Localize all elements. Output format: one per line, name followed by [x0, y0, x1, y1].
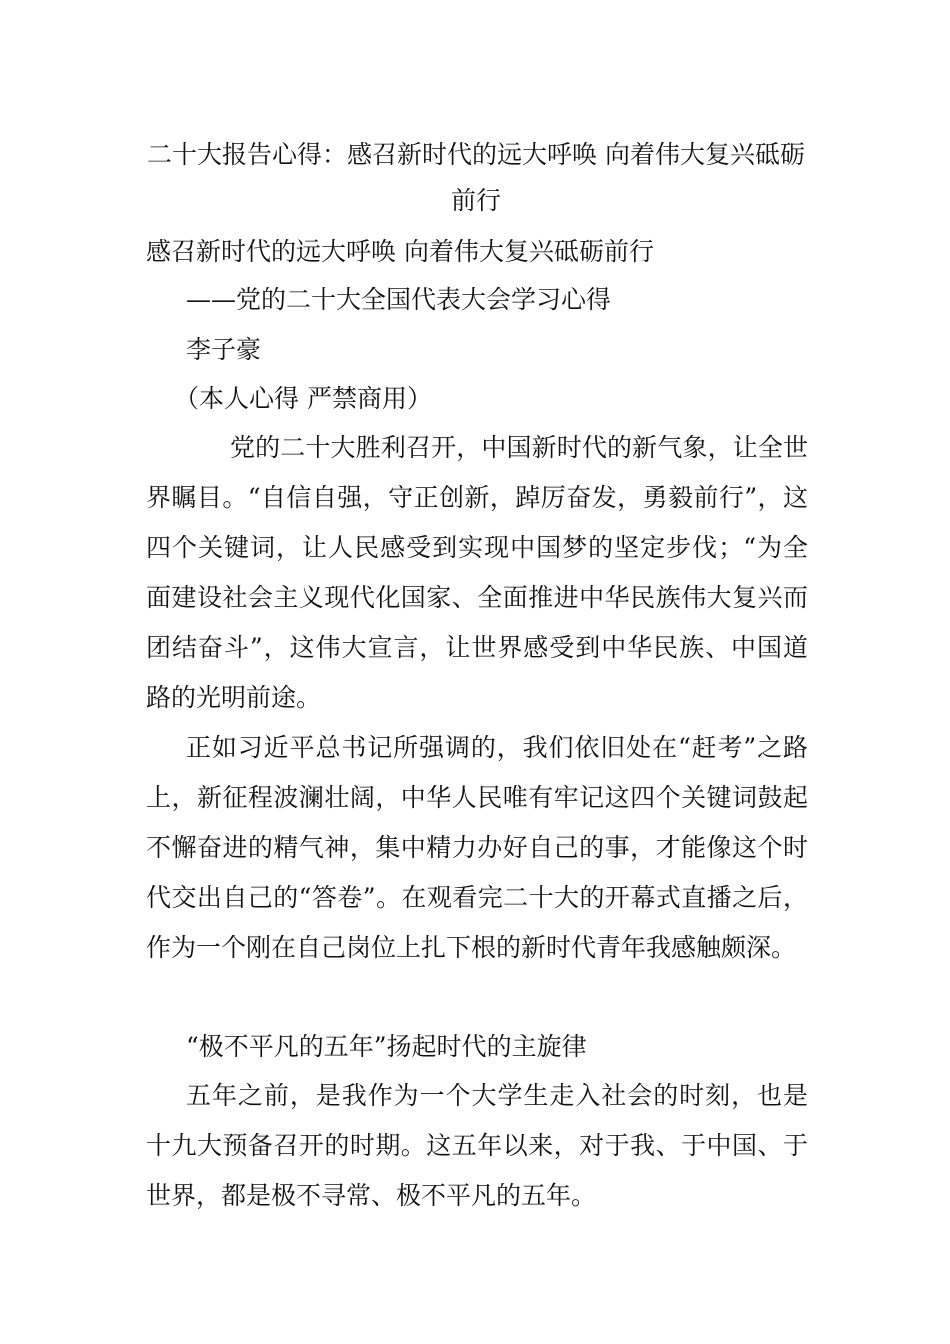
section-heading: “极不平凡的五年”扬起时代的主旋律 [186, 1032, 587, 1061]
paragraph-1: 党的二十大胜利召开，中国新时代的新气象，让全世界瞩目。“自信自强，守正创新，踔厉奋发，勇毅前行”，这四个关键词，让人民感受到实现中国梦的坚定步伐；“为全面建设社会主义现代化国家、全面推进中华民族伟大复兴而团结奋斗”，这伟大宣言，让世界感受到中华民族、中国道路的光明前途。 [146, 433, 808, 712]
document-title: 二十大报告心得：感召新时代的远大呼唤 向着伟大复兴砥砺前行 [147, 140, 805, 215]
document-subtitle: ——党的二十大全国代表大会学习心得 [186, 285, 612, 314]
paragraph-3: 五年之前，是我作为一个大学生走入社会的时刻，也是十九大预备召开的时期。这五年以来，对于我、于中国、于世界，都是极不寻常、极不平凡的五年。 [146, 1081, 808, 1210]
paragraph-2: 正如习近平总书记所强调的，我们依旧处在“赶考”之路上，新征程波澜壮阔，中华人民唯有牢记这四个关键词鼓起不懈奋进的精气神，集中精力办好自己的事，才能像这个时代交出自己的“答卷”。在观看完二十大的开幕式直播之后，作为一个刚在自己岗位上扎下根的新时代青年我感触颇深。 [146, 733, 808, 962]
document-heading: 感召新时代的远大呼唤 向着伟大复兴砥砺前行 [146, 237, 654, 266]
usage-note: （本人心得 严禁商用） [174, 384, 432, 413]
author-name: 李子豪 [186, 335, 262, 364]
